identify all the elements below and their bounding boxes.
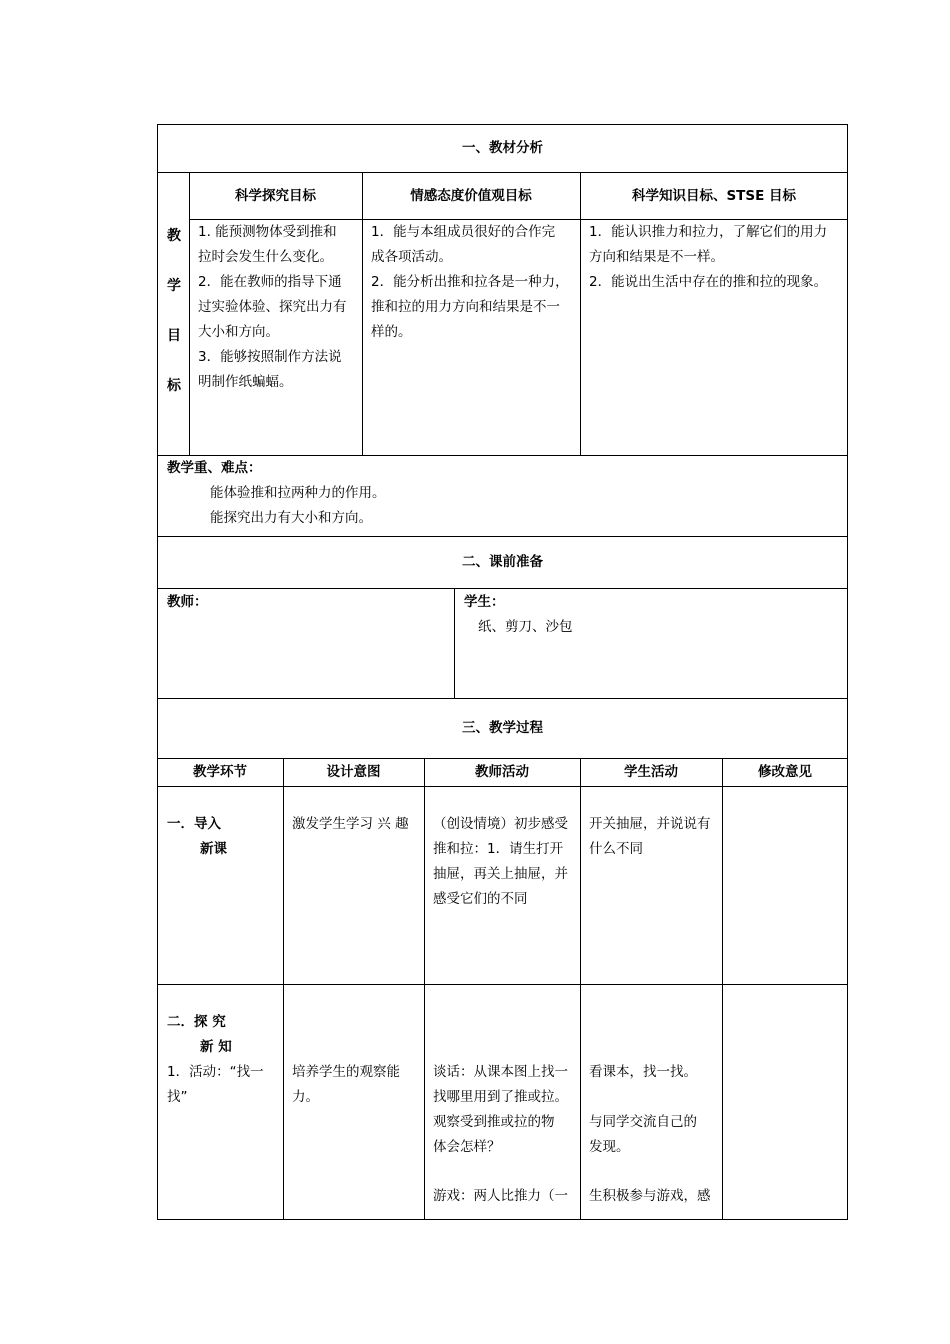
rule bbox=[157, 758, 848, 759]
column-header-attitude: 情感态度价值观目标 bbox=[410, 188, 532, 204]
teacher-activity-line: 感受它们的不同 bbox=[433, 891, 528, 907]
goal-line: 2．能说出生活中存在的推和拉的现象。 bbox=[589, 274, 828, 290]
goal-line: 2．能分析出推和拉各是一种力， bbox=[371, 274, 569, 290]
section3-title: 三、教学过程 bbox=[462, 720, 543, 736]
student-activity-line: 发现。 bbox=[589, 1139, 630, 1155]
column-header-inquiry: 科学探究目标 bbox=[235, 188, 316, 204]
goal-line: 1．能认识推力和拉力，了解它们的用力 bbox=[589, 224, 828, 240]
stage-title: 新课 bbox=[200, 841, 227, 857]
goal-label-char: 目 bbox=[167, 328, 181, 344]
goal-line: 推和拉的用力方向和结果是不一 bbox=[371, 299, 560, 315]
student-activity-line: 生积极参与游戏，感 bbox=[589, 1188, 711, 1204]
student-prep-label: 学生： bbox=[464, 594, 505, 610]
column-header-knowledge: 科学知识目标、STSE 目标 bbox=[631, 188, 797, 204]
teacher-activity-line: 体会怎样？ bbox=[433, 1139, 501, 1155]
activity-name: 1．活动：“找一 bbox=[167, 1064, 264, 1080]
teacher-prep-label: 教师： bbox=[167, 594, 208, 610]
key-point: 能体验推和拉两种力的作用。 bbox=[210, 485, 386, 501]
goal-label-char: 教 bbox=[167, 228, 181, 244]
rule bbox=[454, 588, 455, 698]
rule bbox=[157, 536, 848, 537]
rule bbox=[580, 172, 581, 455]
rule bbox=[157, 786, 848, 787]
design-intent: 激发学生学习 兴 趣 bbox=[292, 816, 409, 832]
activity-name: 找” bbox=[167, 1089, 188, 1105]
goal-line: 3．能够按照制作方法说 bbox=[198, 349, 342, 365]
stage-title: 二．探 究 bbox=[167, 1014, 226, 1030]
teacher-activity-line: 谈话：从课本图上找一 bbox=[433, 1064, 568, 1080]
student-activity-line: 什么不同 bbox=[589, 841, 643, 857]
student-activity-line: 看课本，找一找。 bbox=[589, 1064, 697, 1080]
rule bbox=[722, 758, 723, 1220]
goal-line: 1. 能预测物体受到推和 bbox=[198, 224, 337, 240]
teaching-goal-label bbox=[159, 224, 189, 424]
section1-title: 一、教材分析 bbox=[462, 140, 543, 156]
process-header-teacher: 教师活动 bbox=[475, 764, 529, 780]
teacher-activity-line: 推和拉：1．请生打开 bbox=[433, 841, 564, 857]
rule bbox=[157, 588, 848, 589]
rule bbox=[189, 172, 190, 455]
rule bbox=[157, 172, 848, 173]
teacher-activity-line: （创设情境）初步感受 bbox=[433, 816, 568, 832]
teacher-activity-line: 找哪里用到了推或拉。 bbox=[433, 1089, 568, 1105]
design-intent: 培养学生的观察能 bbox=[292, 1064, 400, 1080]
teacher-activity-line: 抽屉，再关上抽屉，并 bbox=[433, 866, 568, 882]
student-activity-line: 与同学交流自己的 bbox=[589, 1114, 697, 1130]
rule bbox=[157, 698, 848, 699]
goal-line: 成各项活动。 bbox=[371, 249, 452, 265]
goal-line: 方向和结果是不一样。 bbox=[589, 249, 724, 265]
goal-label-char: 学 bbox=[167, 278, 181, 294]
process-header-intent: 设计意图 bbox=[326, 764, 381, 780]
stage-title: 一．导入 bbox=[167, 816, 221, 832]
goal-line: 明制作纸蝙蝠。 bbox=[198, 374, 293, 390]
teacher-activity-line: 观察受到推或拉的物 bbox=[433, 1114, 555, 1130]
goal-line: 大小和方向。 bbox=[198, 324, 279, 340]
rule bbox=[283, 758, 284, 1220]
rule bbox=[580, 758, 581, 1220]
teacher-activity-line: 游戏：两人比推力（一 bbox=[433, 1188, 568, 1204]
process-header-stage: 教学环节 bbox=[193, 764, 247, 780]
goal-line: 拉时会发生什么变化。 bbox=[198, 249, 333, 265]
student-prep-items: 纸、剪刀、沙包 bbox=[478, 619, 573, 635]
rule bbox=[362, 172, 363, 455]
section2-title: 二、课前准备 bbox=[462, 554, 543, 570]
goal-line: 1．能与本组成员很好的合作完 bbox=[371, 224, 556, 240]
stage-title: 新 知 bbox=[200, 1039, 232, 1055]
rule bbox=[157, 984, 848, 985]
rule bbox=[424, 758, 425, 1220]
process-header-revision: 修改意见 bbox=[758, 764, 812, 780]
design-intent: 力。 bbox=[292, 1089, 319, 1105]
key-point: 能探究出力有大小和方向。 bbox=[210, 510, 372, 526]
process-header-student: 学生活动 bbox=[624, 764, 678, 780]
goal-line: 样的。 bbox=[371, 324, 412, 340]
goal-line: 过实验体验、探究出力有 bbox=[198, 299, 347, 315]
student-activity-line: 开关抽屉，并说说有 bbox=[589, 816, 711, 832]
goal-line: 2．能在教师的指导下通 bbox=[198, 274, 342, 290]
key-points-label: 教学重、难点： bbox=[167, 460, 262, 476]
goal-label-char: 标 bbox=[167, 378, 181, 394]
